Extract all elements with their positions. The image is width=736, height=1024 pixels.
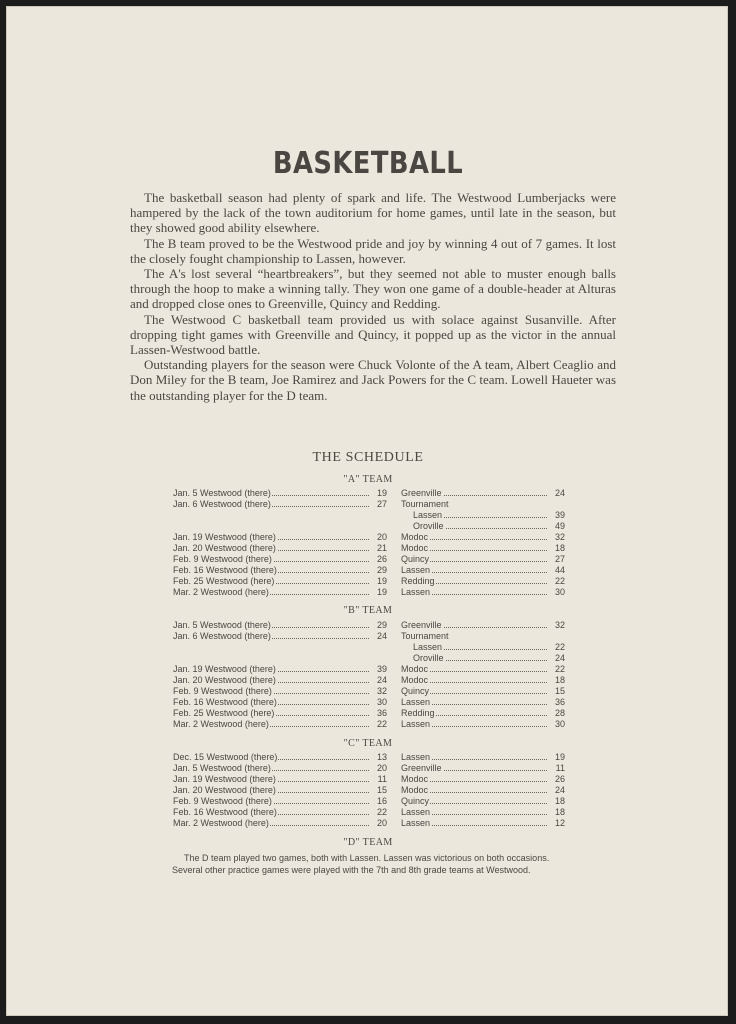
game-date-label: Jan. 20 Westwood (there) (173, 785, 276, 795)
game-date-label: Feb. 9 Westwood (there) (173, 686, 272, 696)
opponent-label: Greenville (401, 620, 442, 630)
game-date-label: Jan. 5 Westwood (there) (173, 488, 271, 498)
game-date-label: Dec. 15 Westwood (there) (173, 752, 278, 762)
opponent-label: Greenville (401, 488, 442, 498)
opponent-score: 24 (549, 785, 565, 795)
game-date-label: Feb. 25 Westwood (here) (173, 576, 275, 586)
page-title: BASKETBALL (272, 146, 464, 181)
game-date-label: Jan. 6 Westwood (there) (173, 499, 271, 509)
game-date-label: Mar. 2 Westwood (here) (173, 818, 269, 828)
opponent-label: Quincy (401, 796, 430, 806)
paragraph: The Westwood C basketball team provided us with solace against Susanville. After dropping tight games with Greenville and Quincy, it popped up as the victor in the annual Lassen-Westwood battle. (130, 311, 616, 358)
opponent-label: Lassen (401, 807, 431, 817)
opponent-label: Lassen (401, 818, 431, 828)
westwood-score: 30 (371, 697, 387, 707)
opponent-score: 11 (549, 763, 565, 773)
westwood-score: 21 (371, 543, 387, 553)
westwood-score: 19 (371, 587, 387, 597)
opponent-label: Lassen (401, 752, 431, 762)
opponent-score: 28 (549, 708, 565, 718)
team-heading: "A" TEAM (343, 474, 393, 485)
opponent-label: Lassen (401, 565, 431, 575)
game-date-label: Jan. 20 Westwood (there) (173, 543, 276, 553)
opponent-label: Lassen (401, 587, 431, 597)
opponent-score: 19 (549, 752, 565, 762)
opponent-label: Quincy (401, 686, 430, 696)
westwood-score: 32 (371, 686, 387, 696)
westwood-score: 13 (371, 752, 387, 762)
schedule-title: THE SCHEDULE (312, 450, 424, 465)
game-date-label: Jan. 20 Westwood (there) (173, 675, 276, 685)
article-body (130, 190, 616, 403)
opponent-label: Oroville (413, 521, 444, 531)
opponent-score: 22 (549, 664, 565, 674)
opponent-score: 30 (549, 719, 565, 729)
westwood-score: 16 (371, 796, 387, 806)
opponent-label: Modoc (401, 774, 429, 784)
opponent-label: Modoc (401, 532, 429, 542)
westwood-score: 39 (371, 664, 387, 674)
opponent-score: 24 (549, 653, 565, 663)
opponent-score: 18 (549, 796, 565, 806)
game-date-label: Feb. 9 Westwood (there) (173, 554, 272, 564)
game-date-label: Jan. 19 Westwood (there) (173, 532, 276, 542)
opponent-score: 36 (549, 697, 565, 707)
opponent-label: Oroville (413, 653, 444, 663)
game-date-label: Jan. 6 Westwood (there) (173, 631, 271, 641)
opponent-score: 22 (549, 576, 565, 586)
opponent-score: 18 (549, 675, 565, 685)
westwood-score: 19 (371, 488, 387, 498)
westwood-score: 22 (371, 719, 387, 729)
opponent-score: 27 (549, 554, 565, 564)
team-heading: "C" TEAM (343, 738, 393, 749)
game-date-label: Jan. 5 Westwood (there) (173, 763, 271, 773)
opponent-label: Lassen (413, 510, 443, 520)
westwood-score: 15 (371, 785, 387, 795)
game-date-label: Feb. 16 Westwood (there) (173, 807, 277, 817)
game-date-label: Feb. 9 Westwood (there) (173, 796, 272, 806)
opponent-label: Quincy (401, 554, 430, 564)
opponent-score: 24 (549, 488, 565, 498)
opponent-label: Lassen (401, 697, 431, 707)
opponent-label: Greenville (401, 763, 442, 773)
opponent-label: Tournament (401, 631, 449, 641)
opponent-label: Redding (401, 576, 435, 586)
opponent-score: 26 (549, 774, 565, 784)
d-team-note: The D team played two games, both with Lassen. Lassen was victorious on both occasions. Several other practice games were played with the 7th and 8th grade teams at Westwood. (172, 853, 550, 875)
opponent-score: 12 (549, 818, 565, 828)
opponent-score: 39 (549, 510, 565, 520)
paragraph: Outstanding players for the season were Chuck Volonte of the A team, Albert Ceaglio and Don Miley for the B team, Joe Ramirez and Jack Powers for the C team. Lowell Haueter was the outstanding player for the D team. (130, 357, 616, 403)
opponent-score: 15 (549, 686, 565, 696)
westwood-score: 27 (371, 499, 387, 509)
westwood-score: 26 (371, 554, 387, 564)
opponent-score: 32 (549, 620, 565, 630)
game-date-label: Jan. 5 Westwood (there) (173, 620, 271, 630)
westwood-score: 20 (371, 763, 387, 773)
westwood-score: 22 (371, 807, 387, 817)
paragraph: The B team proved to be the Westwood pride and joy by winning 4 out of 7 games. It lost the closely fought championship to Lassen, however. (130, 235, 616, 266)
westwood-score: 29 (371, 620, 387, 630)
game-date-label: Feb. 25 Westwood (here) (173, 708, 275, 718)
opponent-score: 18 (549, 807, 565, 817)
game-date-label: Jan. 19 Westwood (there) (173, 664, 276, 674)
game-date-label: Mar. 2 Westwood (here) (173, 719, 269, 729)
westwood-score: 24 (371, 631, 387, 641)
opponent-label: Modoc (401, 664, 429, 674)
opponent-score: 18 (549, 543, 565, 553)
game-date-label: Jan. 19 Westwood (there) (173, 774, 276, 784)
paragraph: The A's lost several “heartbreakers”, but they seemed not able to muster enough balls through the hoop to make a winning tally. They won one game of a double-header at Alturas and dropped close ones to Greenville, Quincy and Redding. (130, 266, 616, 312)
westwood-score: 36 (371, 708, 387, 718)
opponent-label: Modoc (401, 785, 429, 795)
opponent-label: Lassen (413, 642, 443, 652)
opponent-label: Redding (401, 708, 435, 718)
opponent-label: Tournament (401, 499, 449, 509)
opponent-score: 49 (549, 521, 565, 531)
game-date-label: Feb. 16 Westwood (there) (173, 565, 277, 575)
westwood-score: 20 (371, 818, 387, 828)
westwood-score: 20 (371, 532, 387, 542)
opponent-label: Modoc (401, 675, 429, 685)
opponent-score: 32 (549, 532, 565, 542)
opponent-score: 44 (549, 565, 565, 575)
westwood-score: 24 (371, 675, 387, 685)
westwood-score: 19 (371, 576, 387, 586)
westwood-score: 11 (371, 774, 387, 784)
team-heading: "B" TEAM (343, 605, 393, 616)
westwood-score: 29 (371, 565, 387, 575)
opponent-score: 22 (549, 642, 565, 652)
game-date-label: Mar. 2 Westwood (here) (173, 587, 269, 597)
opponent-label: Modoc (401, 543, 429, 553)
game-date-label: Feb. 16 Westwood (there) (173, 697, 277, 707)
opponent-label: Lassen (401, 719, 431, 729)
paragraph: The basketball season had plenty of spark and life. The Westwood Lumberjacks were hampered by the lack of the town auditorium for home games, until late in the season, but they showed good ability elsewhere. (130, 190, 616, 236)
opponent-score: 30 (549, 587, 565, 597)
team-heading: "D" TEAM (343, 837, 393, 848)
